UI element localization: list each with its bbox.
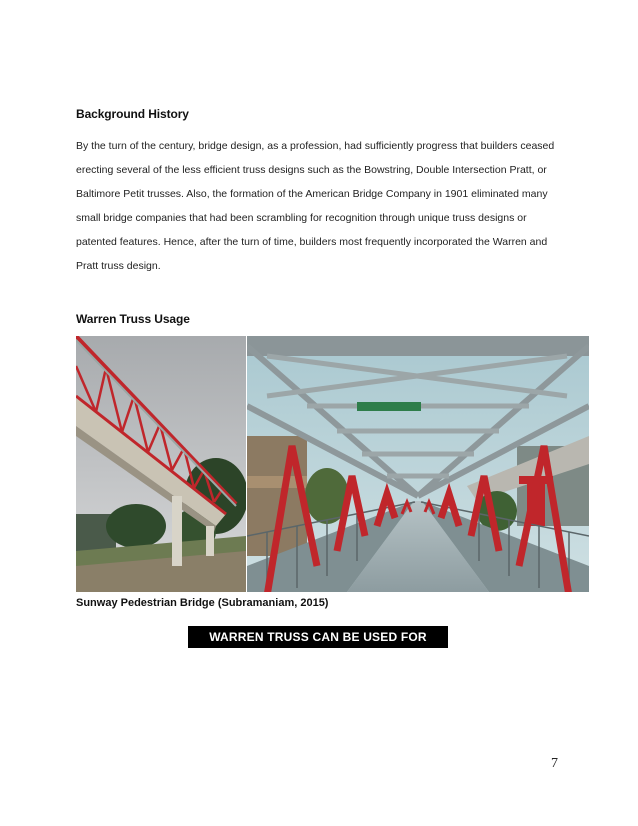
figure-caption: Sunway Pedestrian Bridge (Subramaniam, 2015) [76, 597, 329, 609]
bridge-interior-photo [247, 336, 589, 592]
bridge-exterior-photo [76, 336, 246, 592]
background-paragraph: By the turn of the century, bridge design, as a profession, had sufficiently progress that builders ceased erecting several of the less efficient truss designs such as the Bowstring, Double Intersection Pratt, or Baltimore Petit trusses. Also, the formation of the American Bridge Company in 1901 eliminated many small bridge companies that had been scrambling for recognition through unique truss designs or patented features. Hence, after the turn of time, builders most frequently incorporated the Warren and Pratt truss design. [76, 140, 555, 272]
section-heading-background-history: Background History [76, 107, 189, 121]
page-number: 7 [551, 756, 558, 771]
section-heading-warren-truss-usage: Warren Truss Usage [76, 312, 190, 326]
exit-sign-icon [357, 402, 421, 411]
warren-truss-banner: WARREN TRUSS CAN BE USED FOR BRIDGES [188, 626, 448, 648]
